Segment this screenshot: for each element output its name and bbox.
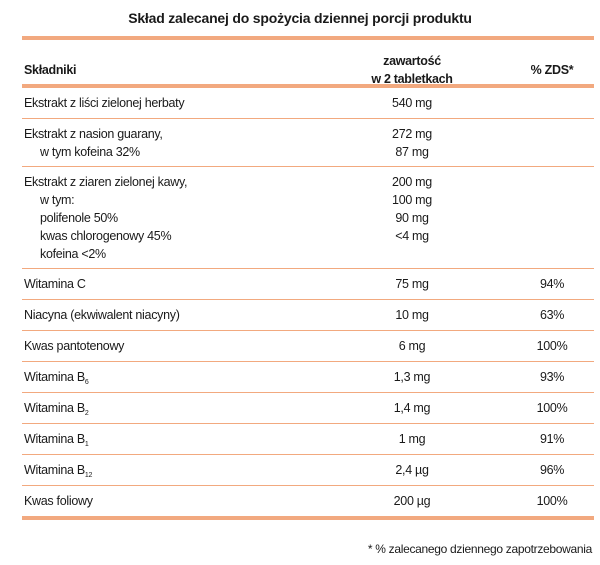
amount-line: 200 mg <box>392 175 432 189</box>
ingredient-name <box>24 368 324 386</box>
footnote: * % zalecanego dziennego zapotrzebowania <box>367 542 592 556</box>
amount-line: 272 mg <box>392 127 432 141</box>
ingredient-amount: 6 mg <box>398 339 426 353</box>
ingredient-line: polifenole 50% <box>40 211 118 225</box>
ingredient-name <box>24 399 324 417</box>
amount-line: 100 mg <box>392 193 432 207</box>
table-row <box>22 486 594 516</box>
table-row <box>22 424 594 454</box>
ingredient-pct: 91% <box>539 432 565 446</box>
ingredient-line: w tym: <box>40 193 75 207</box>
table-bottom-rule <box>22 516 594 520</box>
table-row <box>22 167 594 268</box>
ingredient-name: Niacyna (ekwiwalent niacyny) <box>24 308 180 322</box>
ingredient-amount: 1,3 mg <box>393 370 431 384</box>
ingredient-name-text: Witamina B <box>24 432 85 446</box>
table-row <box>22 455 594 485</box>
ingredient-name: Kwas pantotenowy <box>24 339 125 353</box>
table-header <box>22 40 594 84</box>
table-row <box>22 88 594 118</box>
ingredient-line: Ekstrakt z nasion guarany, <box>24 127 163 141</box>
ingredient-name-text: Witamina B <box>24 370 85 384</box>
ingredient-subscript: 2 <box>84 410 89 417</box>
ingredient-subscript: 1 <box>84 441 89 448</box>
ingredient-name: Kwas foliowy <box>24 494 93 508</box>
table-row <box>22 119 594 166</box>
ingredient-subscript: 6 <box>84 379 89 386</box>
amount-line: 90 mg <box>395 211 429 225</box>
header-amount-line2: w 2 tabletkach <box>371 72 453 86</box>
ingredient-line: Ekstrakt z liści zielonej herbaty <box>24 96 185 110</box>
ingredient-line: w tym kofeina 32% <box>40 145 140 159</box>
ingredient-name-text: Witamina B <box>24 401 85 415</box>
ingredient-amount: 200 µg <box>393 494 431 508</box>
table-row <box>22 362 594 392</box>
ingredient-name <box>24 173 324 263</box>
ingredient-pct: 100% <box>536 401 568 415</box>
ingredient-subscript: 12 <box>84 472 93 479</box>
ingredient-amount: 10 mg <box>395 308 429 322</box>
amount-line: 87 mg <box>395 145 429 159</box>
ingredient-pct: 63% <box>539 308 565 322</box>
amount-line: <4 mg <box>395 229 429 243</box>
ingredient-pct: 100% <box>536 339 568 353</box>
ingredient-amount: 1,4 mg <box>393 401 431 415</box>
table-row <box>22 393 594 423</box>
ingredient-line: kwas chlorogenowy 45% <box>40 229 172 243</box>
amount-line: 540 mg <box>392 96 432 110</box>
table-row <box>22 331 594 361</box>
ingredient-name <box>24 94 324 112</box>
ingredient-line: Ekstrakt z ziaren zielonej kawy, <box>24 175 188 189</box>
ingredient-amount: 75 mg <box>395 277 429 291</box>
document-title: Skład zalecanej do spożycia dziennej porcji produktu <box>128 10 472 26</box>
ingredient-amount <box>312 125 512 161</box>
ingredient-name <box>24 461 324 479</box>
ingredient-line: kofeina <2% <box>40 247 106 261</box>
ingredient-pct: 93% <box>539 370 565 384</box>
header-ingredients: Składniki <box>24 63 77 77</box>
header-pct: % ZDS* <box>530 63 574 77</box>
ingredient-amount: 2,4 µg <box>395 463 429 477</box>
ingredients-table <box>22 36 594 520</box>
ingredient-pct: 100% <box>536 494 568 508</box>
ingredient-name-text: Witamina B <box>24 463 85 477</box>
ingredient-name <box>24 430 324 448</box>
ingredient-name <box>24 125 324 161</box>
header-amount-line1: zawartość <box>383 54 441 68</box>
ingredient-amount <box>312 94 512 112</box>
ingredient-pct: 94% <box>539 277 565 291</box>
table-row <box>22 269 594 299</box>
ingredient-name: Witamina C <box>24 277 86 291</box>
ingredient-amount <box>312 173 512 245</box>
ingredient-amount: 1 mg <box>398 432 426 446</box>
table-row <box>22 300 594 330</box>
ingredient-pct: 96% <box>539 463 565 477</box>
